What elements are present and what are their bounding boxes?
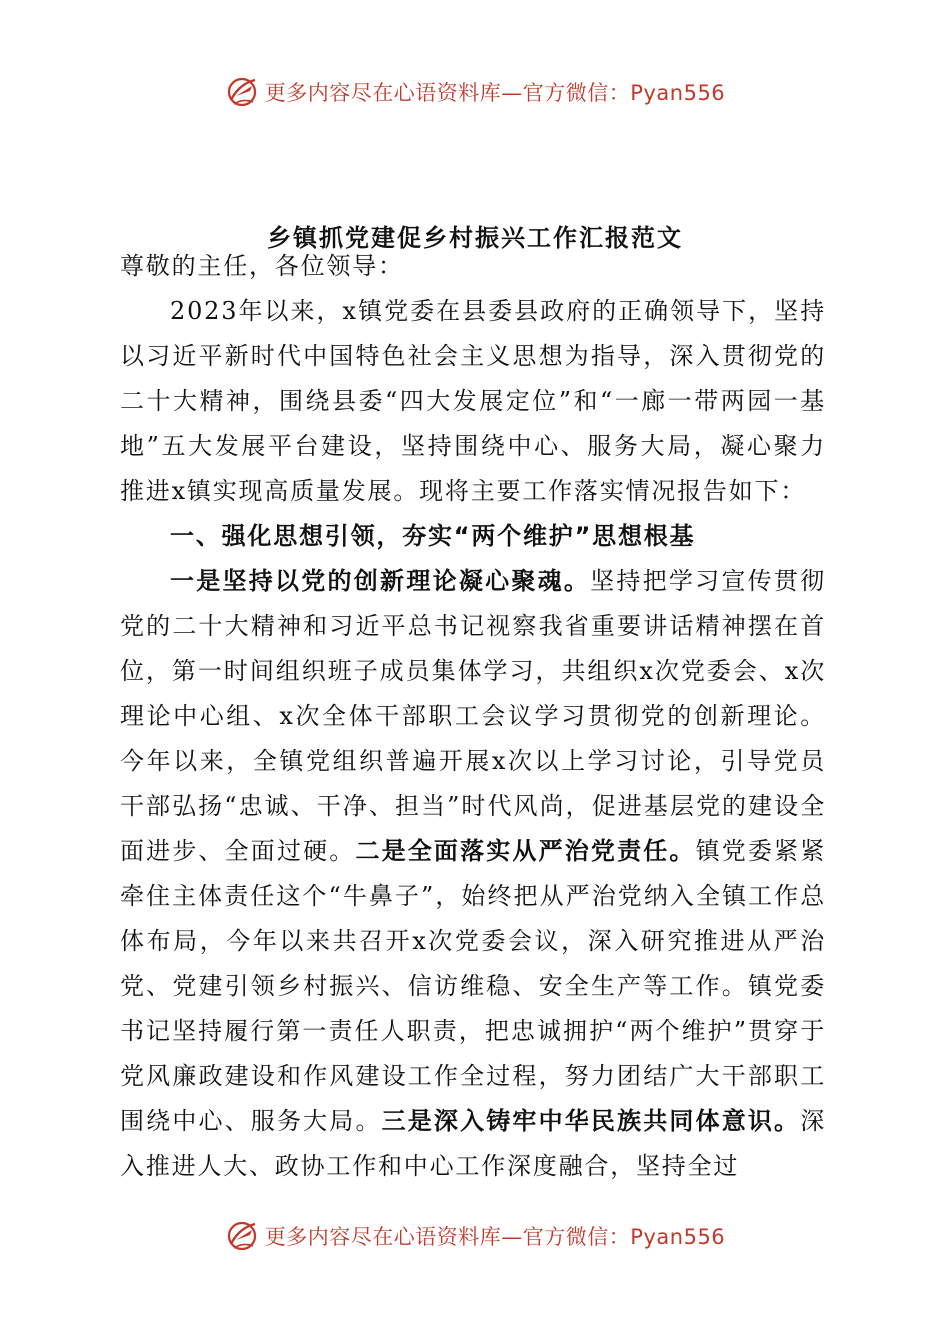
salutation: 尊敬的主任，各位领导：: [120, 252, 404, 280]
point-two-lead: 二是全面落实从严治党责任。: [355, 837, 696, 865]
watermark-header: [0, 72, 950, 112]
document-body: [120, 244, 826, 1189]
point-three-lead: 三是深入铸牢中华民族共同体意识。: [381, 1107, 801, 1135]
point-two-text: 镇党委紧紧牵住主体责任这个“牛鼻子”，始终把从严治党纳入全镇工作总体布局，今年以来共召开x次党委会议，深入研究推进从严治党、党建引领乡村振兴、信访维稳、安全生产等工作。镇党委书记坚持履行第一责任人职责，把忠诚拥护“两个维护”贯穿于党风廉政建设和作风建设工作全过程，努力团结广大干部职工围绕中心、服务大局。: [120, 837, 827, 1135]
watermark-footer: [0, 1216, 950, 1256]
pen-seal-logo-icon: [225, 1218, 261, 1254]
document-title: 乡镇抓党建促乡村振兴工作汇报范文: [267, 224, 683, 252]
section-heading: 一、强化思想引领，夯实“两个维护”思想根基: [170, 522, 696, 550]
point-one-lead: 一是坚持以党的创新理论凝心聚魂。: [170, 567, 591, 595]
body-paragraph: [120, 559, 826, 1189]
pen-seal-logo-icon: [225, 74, 261, 110]
watermark-text: 更多内容尽在心语资料库—官方微信：Pyan556: [264, 81, 726, 105]
intro-paragraph: 2023年以来，x镇党委在县委县政府的正确领导下，坚持以习近平新时代中国特色社会主义思想为指导，深入贯彻党的二十大精神，围绕县委“四大发展定位”和“一廊一带两园一基地”五大发展平台建设，坚持围绕中心、服务大局，凝心聚力推进x镇实现高质量发展。现将主要工作落实情况报告如下：: [120, 297, 826, 505]
point-three-text: 深入推进人大、政协工作和中心工作深度融合，坚持全过: [120, 1107, 826, 1180]
watermark-text: 更多内容尽在心语资料库—官方微信：Pyan556: [264, 1225, 726, 1249]
point-one-text: 坚持把学习宣传贯彻党的二十大精神和习近平总书记视察我省重要讲话精神摆在首位，第一时间组织班子成员集体学习，共组织x次党委会、x次理论中心组、x次全体干部职工会议学习贯彻党的创新理论。今年以来，全镇党组织普遍开展x次以上学习讨论，引导党员干部弘扬“忠诚、干净、担当”时代风尚，促进基层党的建设全面进步、全面过硬。: [120, 567, 826, 865]
